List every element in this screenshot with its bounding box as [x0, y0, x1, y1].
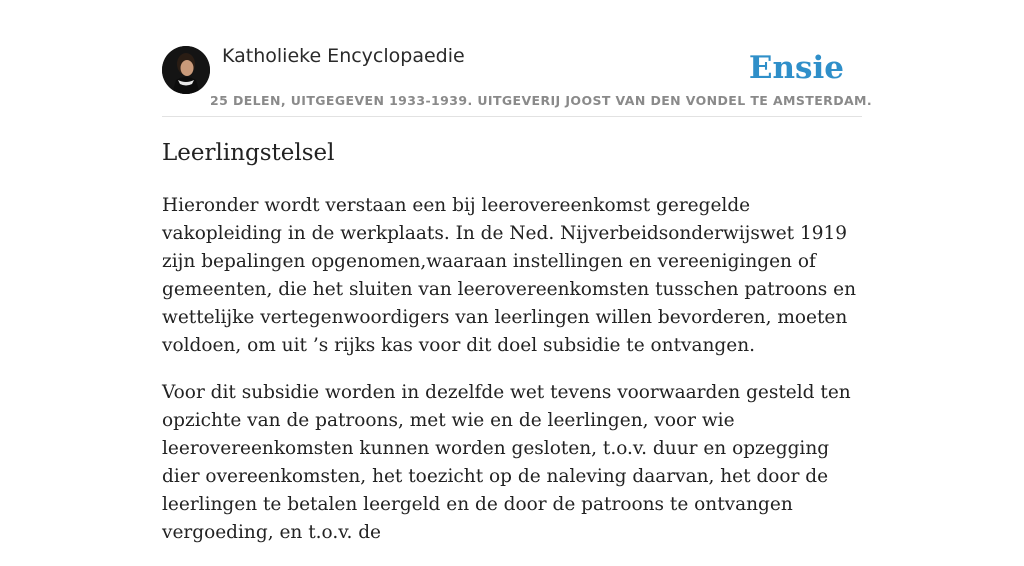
portrait-icon — [162, 46, 210, 94]
source-header — [162, 0, 873, 117]
source-avatar[interactable] — [162, 46, 210, 94]
article-body — [162, 192, 862, 566]
article-paragraph: Voor dit subsidie worden in dezelfde wet tevens voorwaarden gesteld ten opzichte van de patroons, met wie en de leerlingen, voor wie leerovereenkomsten kunnen worden gesloten, t.o.v. duur en opzegging dier overeenkomsten, het toezicht op de naleving daarvan, het door de leerlingen te betalen leergeld en de door de patroons te ontvangen vergoeding, en t.o.v. de — [162, 382, 851, 543]
ensie-logo-link[interactable]: Ensie — [748, 50, 844, 86]
source-title[interactable]: Katholieke Encyclopaedie — [222, 45, 465, 67]
source-description: 25 DELEN, UITGEGEVEN 1933-1939. UITGEVERIJ JOOST VAN DEN VONDEL TE AMSTERDAM. — [210, 93, 873, 108]
article-title: Leerlingstelsel — [162, 140, 335, 166]
page — [162, 0, 873, 543]
article-paragraph: Hieronder wordt verstaan een bij leerovereenkomst geregelde vakopleiding in de werkplaats. In de Ned. Nijverbeidsonderwijswet 1919 zijn bepalingen opgenomen,waaraan instellingen en vereenigingen of gemeenten, die het sluiten van leerovereenkomsten tusschen patroons en wettelijke vertegenwoordigers van leerlingen willen bevorderen, moeten voldoen, om uit ’s rijks kas voor dit doel subsidie te ontvangen. — [162, 195, 857, 356]
